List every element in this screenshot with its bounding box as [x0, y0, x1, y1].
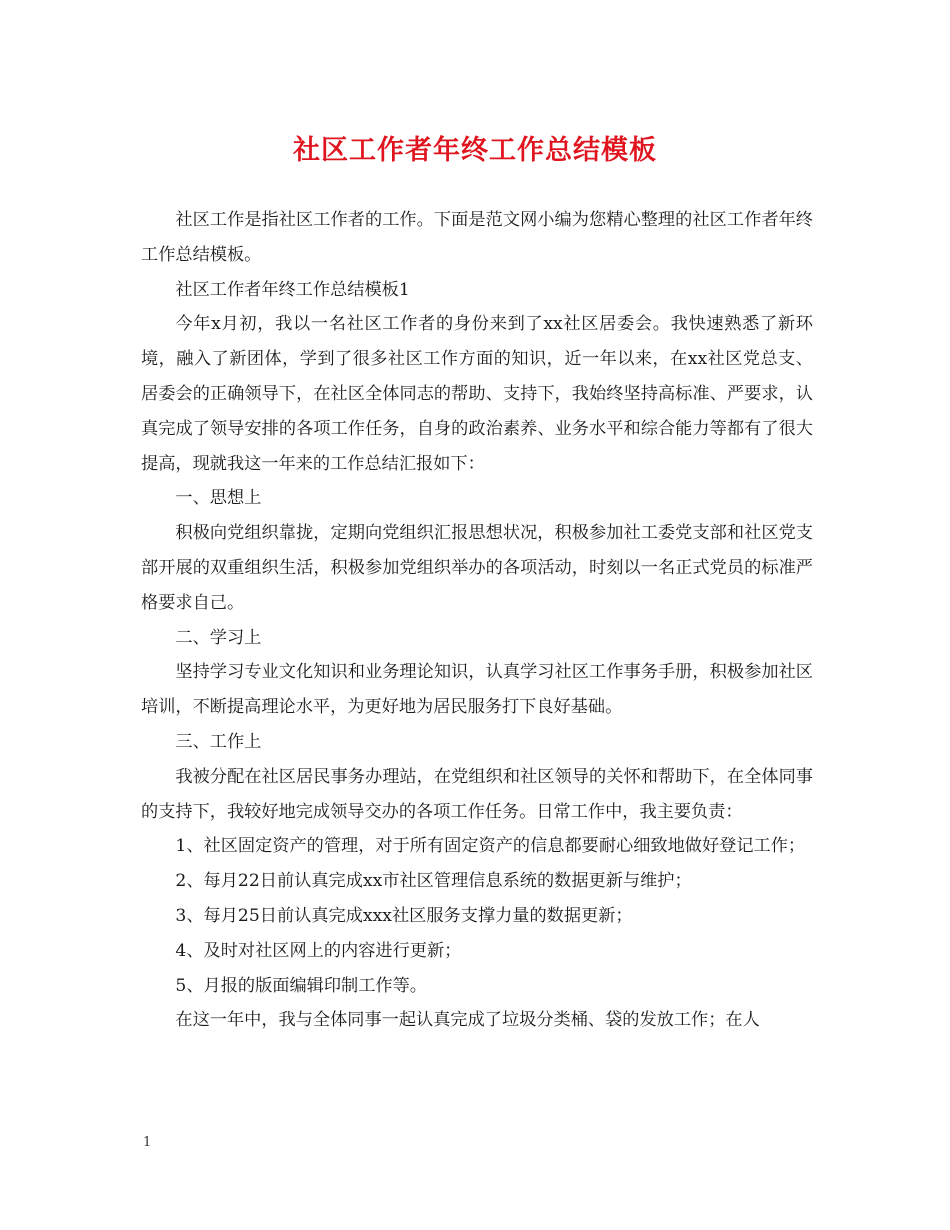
duty-item-4: 4、及时对社区网上的内容进行更新；	[175, 940, 462, 961]
study-paragraph: 坚持学习专业文化知识和业务理论知识，认真学习社区工作事务手册，积极参加社区培训，不断提高理论水平，为更好地为居民服务打下良好基础。	[141, 662, 813, 718]
document-title: 社区工作者年终工作总结模板	[293, 135, 657, 166]
intro-paragraph: 社区工作是指社区工作者的工作。下面是范文网小编为您精心整理的社区工作者年终工作总结模板。	[141, 210, 813, 265]
duty-item-5: 5、月报的版面编辑印制工作等。	[175, 975, 427, 996]
thought-paragraph: 积极向党组织靠拢，定期向党组织汇报思想状况，积极参加社工委党支部和社区党支部开展的双重组织生活，积极参加党组织举办的各项活动，时刻以一名正式党员的标准严格要求自己。	[141, 523, 813, 613]
overview-paragraph: 今年x月初，我以一名社区工作者的身份来到了xx社区居委会。我快速熟悉了新环境，融入了新团体，学到了很多社区工作方面的知识，近一年以来，在xx社区党总支、居委会的正确领导下，在社区全体同志的帮助、支持下，我始终坚持高标准、严要求，认真完成了领导安排的各项工作任务，自身的政治素养、业务水平和综合能力等都有了很大提高，现就我这一年来的工作总结汇报如下：	[141, 314, 813, 474]
section-heading-thought: 一、思想上	[175, 488, 262, 509]
duty-item-1: 1、社区固定资产的管理，对于所有固定资产的信息都要耐心细致地做好登记工作；	[175, 836, 806, 857]
section-heading-study: 二、学习上	[175, 627, 262, 648]
duty-item-3: 3、每月25日前认真完成xxx社区服务支撑力量的数据更新；	[175, 905, 633, 926]
closing-paragraph: 在这一年中，我与全体同事一起认真完成了垃圾分类桶、袋的发放工作；在人	[175, 1010, 760, 1031]
work-paragraph: 我被分配在社区居民事务办理站，在党组织和社区领导的关怀和帮助下，在全体同事的支持下，我较好地完成领导交办的各项工作任务。日常工作中，我主要负责：	[141, 766, 813, 822]
duty-item-2: 2、每月22日前认真完成xx市社区管理信息系统的数据更新与维护；	[175, 871, 692, 892]
page-number: 1	[143, 1135, 152, 1150]
section-heading-work: 三、工作上	[175, 731, 262, 752]
template-heading: 社区工作者年终工作总结模板1	[175, 279, 410, 300]
document-body	[141, 203, 813, 1038]
